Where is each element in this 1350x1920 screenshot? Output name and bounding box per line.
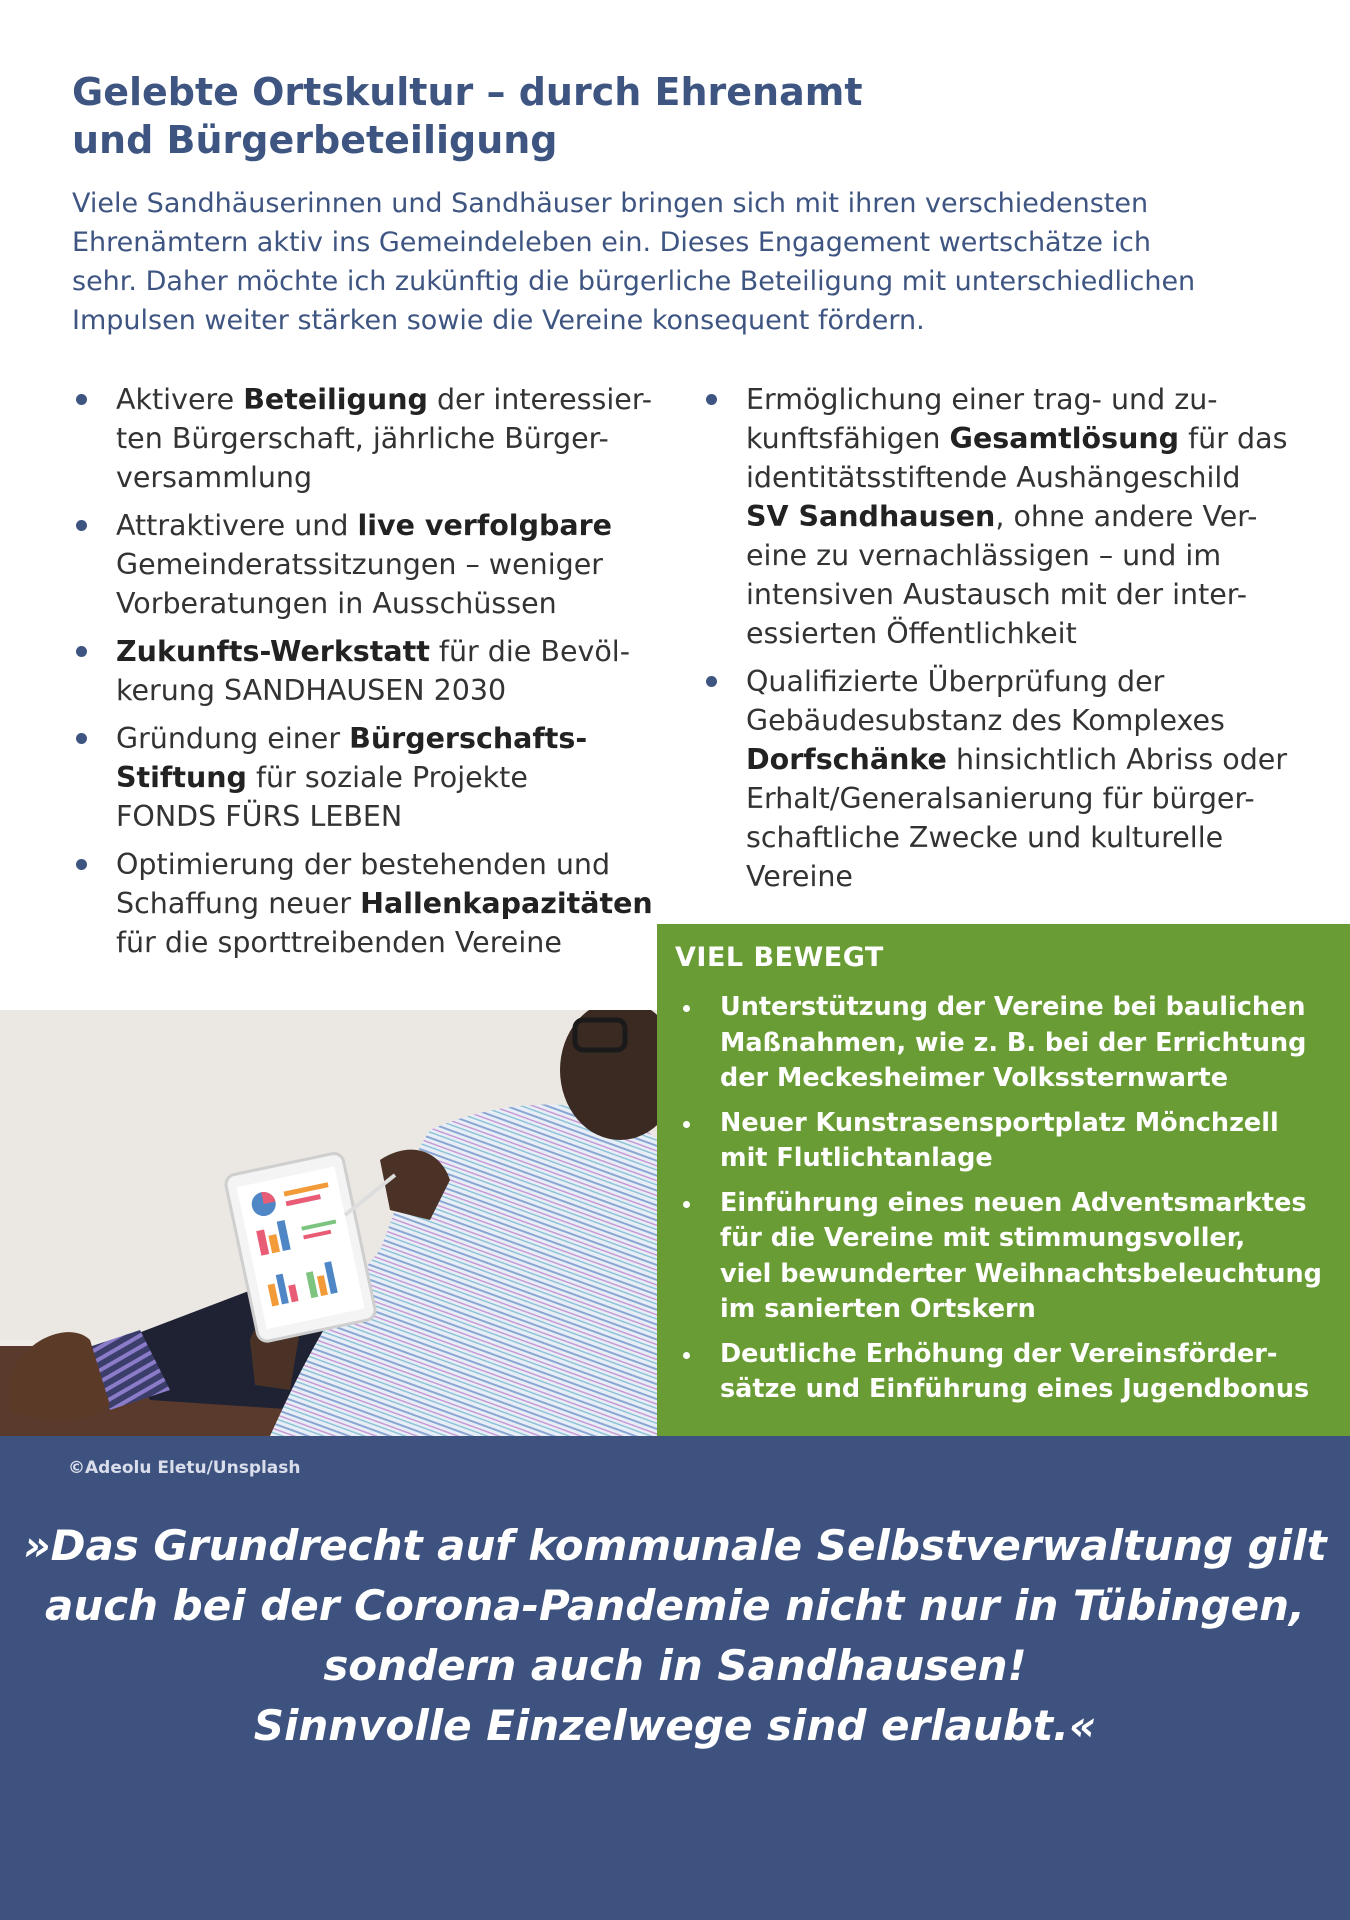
item-line [746, 857, 1302, 896]
item-text: kunftsfähigen [746, 422, 950, 455]
item-text: ten Bürgerschaft, jährliche Bürger- [116, 422, 609, 455]
intro-paragraph [72, 184, 1302, 340]
title-line-1: Gelebte Ortskultur – durch Ehrenamt [72, 70, 863, 114]
right-item [702, 662, 1302, 896]
quote-line: auch bei der Corona-Pandemie nicht nur in Tübingen, [45, 1581, 1305, 1630]
item-line: Einführung eines neuen Adventsmarktes [720, 1187, 1307, 1218]
quote-text [0, 1516, 1350, 1756]
item-text: versammlung [116, 461, 313, 494]
item-text: schaftliche Zwecke und kulturelle [746, 821, 1224, 854]
item-text: Schaffung neuer [116, 887, 361, 920]
item-text: Vereine [746, 860, 853, 893]
photo-illustration [0, 1010, 657, 1436]
item-text: Gemeinderatssitzungen – weniger [116, 548, 603, 581]
item-line [116, 923, 652, 962]
emphasis-text: Gesamtlösung [949, 422, 1180, 455]
item-line [746, 536, 1302, 575]
photo-man-with-tablet [0, 1010, 657, 1436]
item-line: mit Flutlichtanlage [720, 1143, 993, 1173]
item-line: viel bewunderter Weihnachtsbeleuchtung [720, 1258, 1322, 1289]
item-line: Unterstützung der Vereine bei baulichen [720, 992, 1306, 1022]
emphasis-text: Beteiligung [243, 383, 428, 416]
item-text: Erhalt/Generalsanierung für bürger- [746, 782, 1255, 815]
item-line [116, 797, 652, 836]
item-line: der Meckesheimer Volkssternwarte [720, 1063, 1228, 1093]
intro-line: Viele Sandhäuserinnen und Sandhäuser bringen sich mit ihren verschiedensten [72, 188, 1149, 219]
item-text: für die Bevöl- [429, 635, 630, 668]
item-line: für die Vereine mit stimmungsvoller, [720, 1223, 1246, 1253]
item-line [746, 818, 1302, 857]
item-line [746, 701, 1302, 740]
item-line [116, 380, 652, 419]
item-text: Qualifizierte Überprüfung der [746, 665, 1165, 698]
emphasis-text: Stiftung [116, 761, 247, 794]
item-line: Deutliche Erhöhung der Vereinsförder- [720, 1338, 1278, 1369]
item-line [116, 758, 652, 797]
intro-line: Impulsen weiter stärken sowie die Vereine konsequent fördern. [72, 305, 925, 336]
emphasis-text: live verfolgbare [357, 509, 612, 542]
viel-bewegt-item [675, 990, 1330, 1097]
right-item [702, 380, 1302, 653]
item-text: intensiven Austausch mit der inter- [746, 578, 1247, 611]
left-item [72, 506, 652, 623]
item-text: Optimierung der bestehenden und [116, 848, 611, 881]
item-line [746, 458, 1302, 497]
left-item [72, 719, 652, 836]
item-text: Vorberatungen in Ausschüssen [116, 587, 557, 620]
item-text: identitätsstiftende Aushängeschild [746, 461, 1241, 494]
item-text: kerung SANDHAUSEN 2030 [116, 674, 507, 707]
item-text: Attraktivere und [116, 509, 358, 542]
intro-line: Ehrenämtern aktiv ins Gemeindeleben ein. Dieses Engagement wertschätze ich [72, 227, 1152, 258]
item-line: Neuer Kunstrasensportplatz Mönchzell [720, 1107, 1279, 1138]
item-text: für soziale Projekte [246, 761, 528, 794]
item-line [116, 419, 652, 458]
item-line [116, 671, 652, 710]
intro-line: sehr. Daher möchte ich zukünftig die bürgerliche Beteiligung mit unterschiedlichen [72, 266, 1196, 297]
item-text: , ohne andere Ver- [995, 500, 1258, 533]
emphasis-text: Dorfschänke [746, 743, 947, 776]
item-text: Gründung einer [116, 722, 350, 755]
item-line [746, 662, 1302, 701]
item-text: hinsichtlich Abriss oder [946, 743, 1288, 776]
item-text: für die sporttreibenden Vereine [116, 926, 562, 959]
left-item [72, 845, 652, 962]
page-title [72, 68, 1272, 164]
item-line [746, 380, 1302, 419]
photo-credit: ©Adeolu Eletu/Unsplash [68, 1458, 301, 1478]
viel-bewegt-item [675, 1186, 1330, 1328]
item-line: im sanierten Ortskern [720, 1294, 1036, 1324]
item-line [746, 575, 1302, 614]
item-line: Maßnahmen, wie z. B. bei der Errichtung [720, 1027, 1307, 1058]
emphasis-text: Bürgerschafts- [349, 722, 588, 755]
item-line [116, 584, 652, 623]
quote-band [0, 1436, 1350, 1920]
item-line [746, 740, 1302, 779]
emphasis-text: Zukunfts-Werkstatt [116, 635, 430, 668]
item-line: sätze und Einführung eines Jugendbonus [720, 1374, 1310, 1404]
item-line [116, 545, 652, 584]
item-line [116, 506, 652, 545]
quote-line: sondern auch in Sandhausen! [323, 1641, 1027, 1690]
viel-bewegt-box [657, 924, 1350, 1436]
item-line [746, 614, 1302, 653]
item-text: der interessier- [427, 383, 652, 416]
item-line [116, 884, 652, 923]
left-bullet-list [72, 380, 652, 971]
viel-bewegt-list [675, 990, 1330, 1408]
title-line-2: und Bürgerbeteiligung [72, 118, 558, 162]
item-text: Gebäudesubstanz des Komplexes [746, 704, 1225, 737]
item-text: für das [1179, 422, 1288, 455]
item-text: FONDS FÜRS LEBEN [116, 800, 403, 833]
item-line [746, 779, 1302, 818]
item-text: Ermöglichung einer trag- und zu- [746, 383, 1218, 416]
item-text: essierten Öffentlichkeit [746, 617, 1077, 650]
item-text: eine zu vernachlässigen – und im [746, 539, 1222, 572]
item-line [746, 419, 1302, 458]
emphasis-text: Hallenkapazitäten [360, 887, 653, 920]
quote-line: Sinnvolle Einzelwege sind erlaubt.« [253, 1701, 1097, 1750]
quote-line: »Das Grundrecht auf kommunale Selbstverwaltung gilt [23, 1521, 1327, 1570]
viel-bewegt-item [675, 1106, 1330, 1177]
item-line [116, 632, 652, 671]
item-line [116, 458, 652, 497]
item-text: Aktivere [116, 383, 244, 416]
left-item [72, 380, 652, 497]
item-line [746, 497, 1302, 536]
item-line [116, 845, 652, 884]
item-line [116, 719, 652, 758]
emphasis-text: SV Sandhausen [746, 500, 996, 533]
viel-bewegt-item [675, 1337, 1330, 1408]
viel-bewegt-title: VIEL BEWEGT [675, 942, 884, 973]
left-item [72, 632, 652, 710]
right-bullet-list [702, 380, 1302, 905]
